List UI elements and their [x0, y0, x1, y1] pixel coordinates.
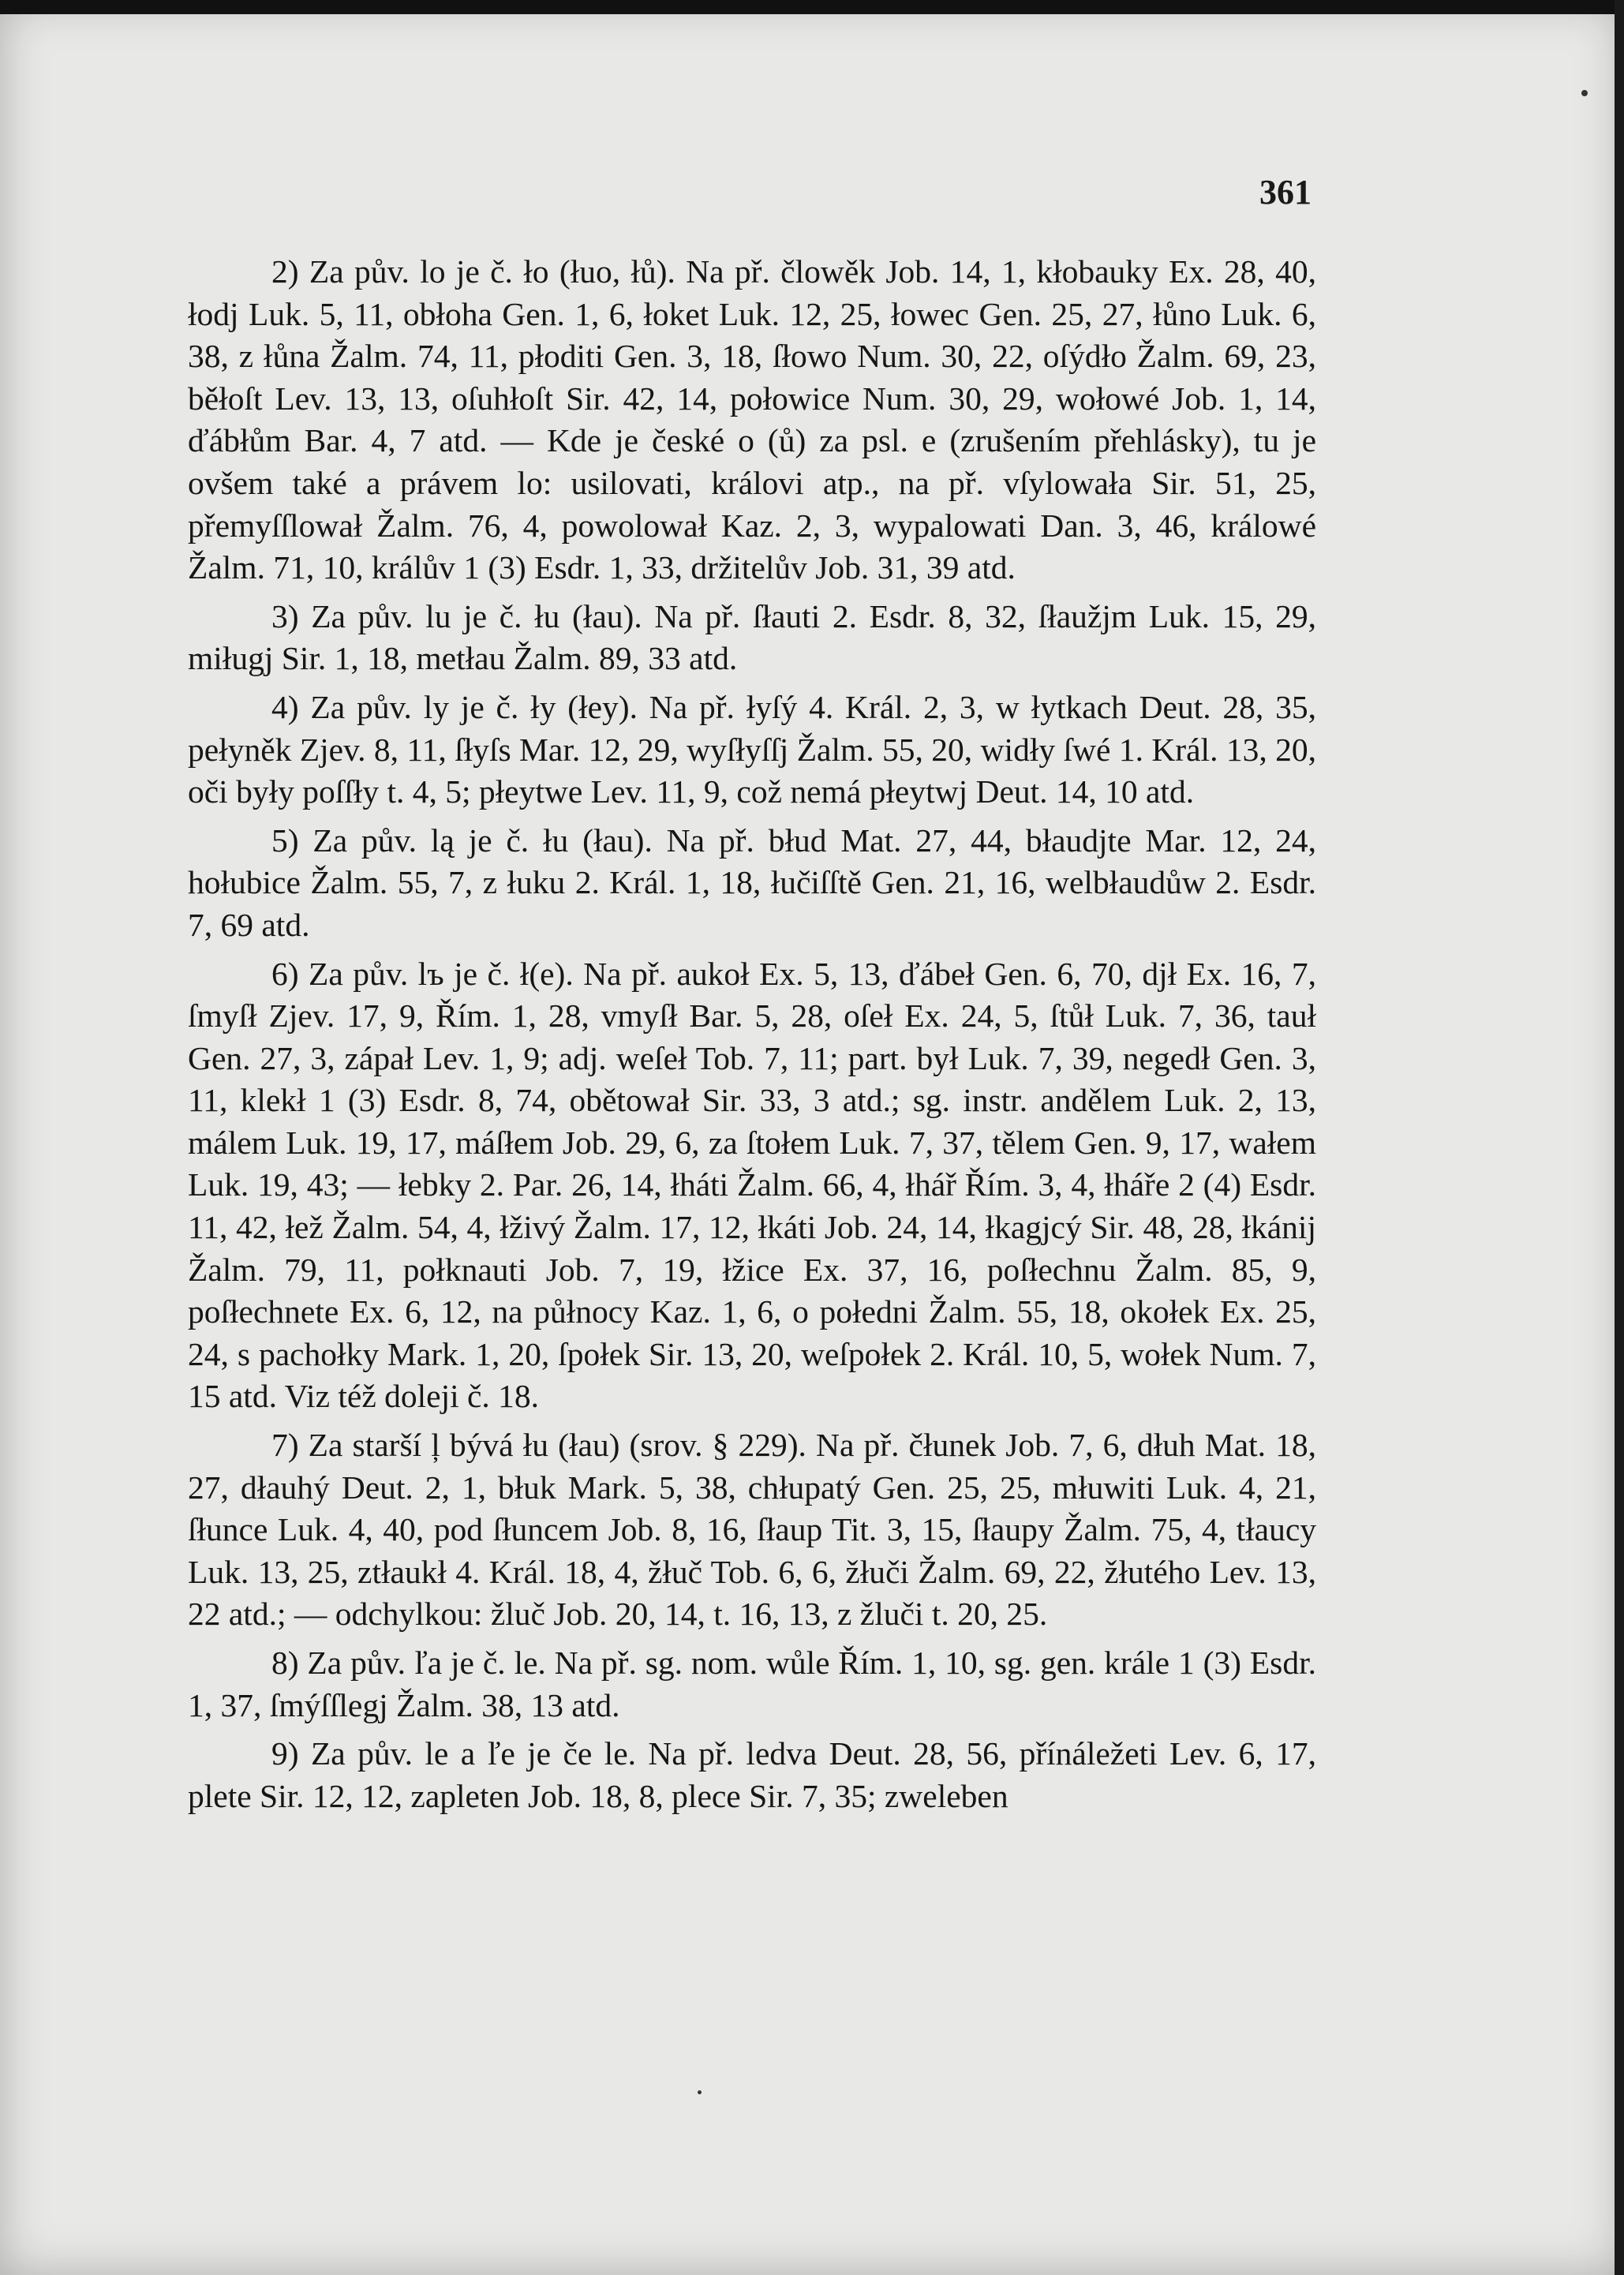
- scan-edge-right: [1615, 0, 1624, 2275]
- paragraph-2: 2) Za pův. lo je č. ło (łuo, łů). Na př. člowěk Job. 14, 1, kłobauky Ex. 28, 40, łodj Luk. 5, 11, obłoha Gen. 1, 6, łoket Luk. 12, 25, łowec Gen. 25, 27, łůno Luk. 6, 38, z łůna Žalm. 74, 11, płoditi Gen. 3, 18, ſłowo Num. 30, 22, oſýdło Žalm. 69, 23, běłoſt Lev. 13, 13, oſuhłoſt Sir. 42, 14, połowice Num. 30, 29, wołowé Job. 1, 14, ďábłům Bar. 4, 7 atd. — Kde je české o (ů) za psl. e (zrušením přehlásky), tu je ovšem také a právem lo: usilovati, královi atp., na př. vſylowała Sir. 51, 25, přemyſſlował Žalm. 76, 4, powolował Kaz. 2, 3, wypalowati Dan. 3, 46, králowé Žalm. 71, 10, králův 1 (3) Esdr. 1, 33, držitelův Job. 31, 39 atd.: [188, 253, 1316, 586]
- scan-edge-top: [0, 0, 1624, 14]
- scan-speck: [1581, 90, 1588, 96]
- paragraph-7: 7) Za starší ļ bývá łu (łau) (srov. § 229). Na př. čłunek Job. 7, 6, dłuh Mat. 18, 27, dłauhý Deut. 2, 1, błuk Mark. 5, 38, chłupatý Gen. 25, 25, młuwiti Luk. 4, 21, ſłunce Luk. 4, 40, pod ſłuncem Job. 8, 16, ſłaup Tit. 3, 15, ſłaupy Žalm. 75, 4, tłaucy Luk. 13, 25, ztłaukł 4. Král. 18, 4, žłuč Tob. 6, 6, žłuči Žalm. 69, 22, žłutého Lev. 13, 22 atd.; — odchylkou: žluč Job. 20, 14, t. 16, 13, z žluči t. 20, 25.: [188, 1427, 1316, 1633]
- paragraph-9: 9) Za pův. le a ľe je če le. Na př. ledva Deut. 28, 56, přínáležeti Lev. 6, 17, plete Sir. 12, 12, zapleten Job. 18, 8, plece Sir. 7, 35; zweleben: [188, 1735, 1316, 1814]
- paragraph-6: 6) Za pův. lъ je č. ł(e). Na př. aukoł Ex. 5, 13, ďábeł Gen. 6, 70, djł Ex. 16, 7, ſmyſł Zjev. 17, 9, Řím. 1, 28, vmyſł Bar. 5, 28, oſeł Ex. 24, 5, ſtůł Luk. 7, 36, tauł Gen. 27, 3, zápał Lev. 1, 9; adj. weſeł Tob. 7, 11; part. był Luk. 7, 39, negedł Gen. 3, 11, klekł 1 (3) Esdr. 8, 74, obětował Sir. 33, 3 atd.; sg. instr. andělem Luk. 2, 13, málem Luk. 19, 17, máſłem Job. 29, 6, za ſtołem Luk. 7, 37, tělem Gen. 9, 17, wałem Luk. 19, 43; — łebky 2. Par. 26, 14, łháti Žalm. 66, 4, łhář Řím. 3, 4, łháře 2 (4) Esdr. 11, 42, łež Žalm. 54, 4, łživý Žalm. 17, 12, łkáti Job. 24, 14, łkagjcý Sir. 48, 28, łkánij Žalm. 79, 11, połknauti Job. 7, 19, łžice Ex. 37, 16, poſłechnu Žalm. 85, 9, poſłechnete Ex. 6, 12, na půłnocy Kaz. 1, 6, o połedni Žalm. 55, 18, okołek Ex. 25, 24, s pachołky Mark. 1, 20, ſpołek Sir. 13, 20, weſpołek 2. Král. 10, 5, wołek Num. 7, 15 atd. Viz též doleji č. 18.: [188, 955, 1316, 1415]
- body-text: [188, 251, 1316, 1824]
- paragraph-4: 4) Za pův. ly je č. ły (łey). Na př. łyſý 4. Král. 2, 3, w łytkach Deut. 28, 35, pełyněk Zjev. 8, 11, ſłyſs Mar. 12, 29, wyſłyſſj Žalm. 55, 20, widły ſwé 1. Král. 13, 20, oči były poſſły t. 4, 5; płeytwe Lev. 11, 9, což nemá płeytwj Deut. 14, 10 atd.: [188, 688, 1316, 810]
- paragraph-8: 8) Za pův. ľa je č. le. Na př. sg. nom. wůle Řím. 1, 10, sg. gen. krále 1 (3) Esdr. 1, 37, ſmýſſlegj Žalm. 38, 13 atd.: [188, 1645, 1316, 1723]
- paragraph-3: 3) Za pův. lu je č. łu (łau). Na př. ſłauti 2. Esdr. 8, 32, ſłaužjm Luk. 15, 29, miługj Sir. 1, 18, metłau Žalm. 89, 33 atd.: [188, 597, 1316, 677]
- paragraph-5: 5) Za pův. lą je č. łu (łau). Na př. błud Mat. 27, 44, błaudjte Mar. 12, 24, hołubice Žalm. 55, 7, z łuku 2. Král. 1, 18, łučiſſtě Gen. 21, 16, welbłaudůw 2. Esdr. 7, 69 atd.: [188, 821, 1316, 943]
- scan-speck: [698, 2090, 702, 2094]
- page-number: 361: [1259, 173, 1312, 211]
